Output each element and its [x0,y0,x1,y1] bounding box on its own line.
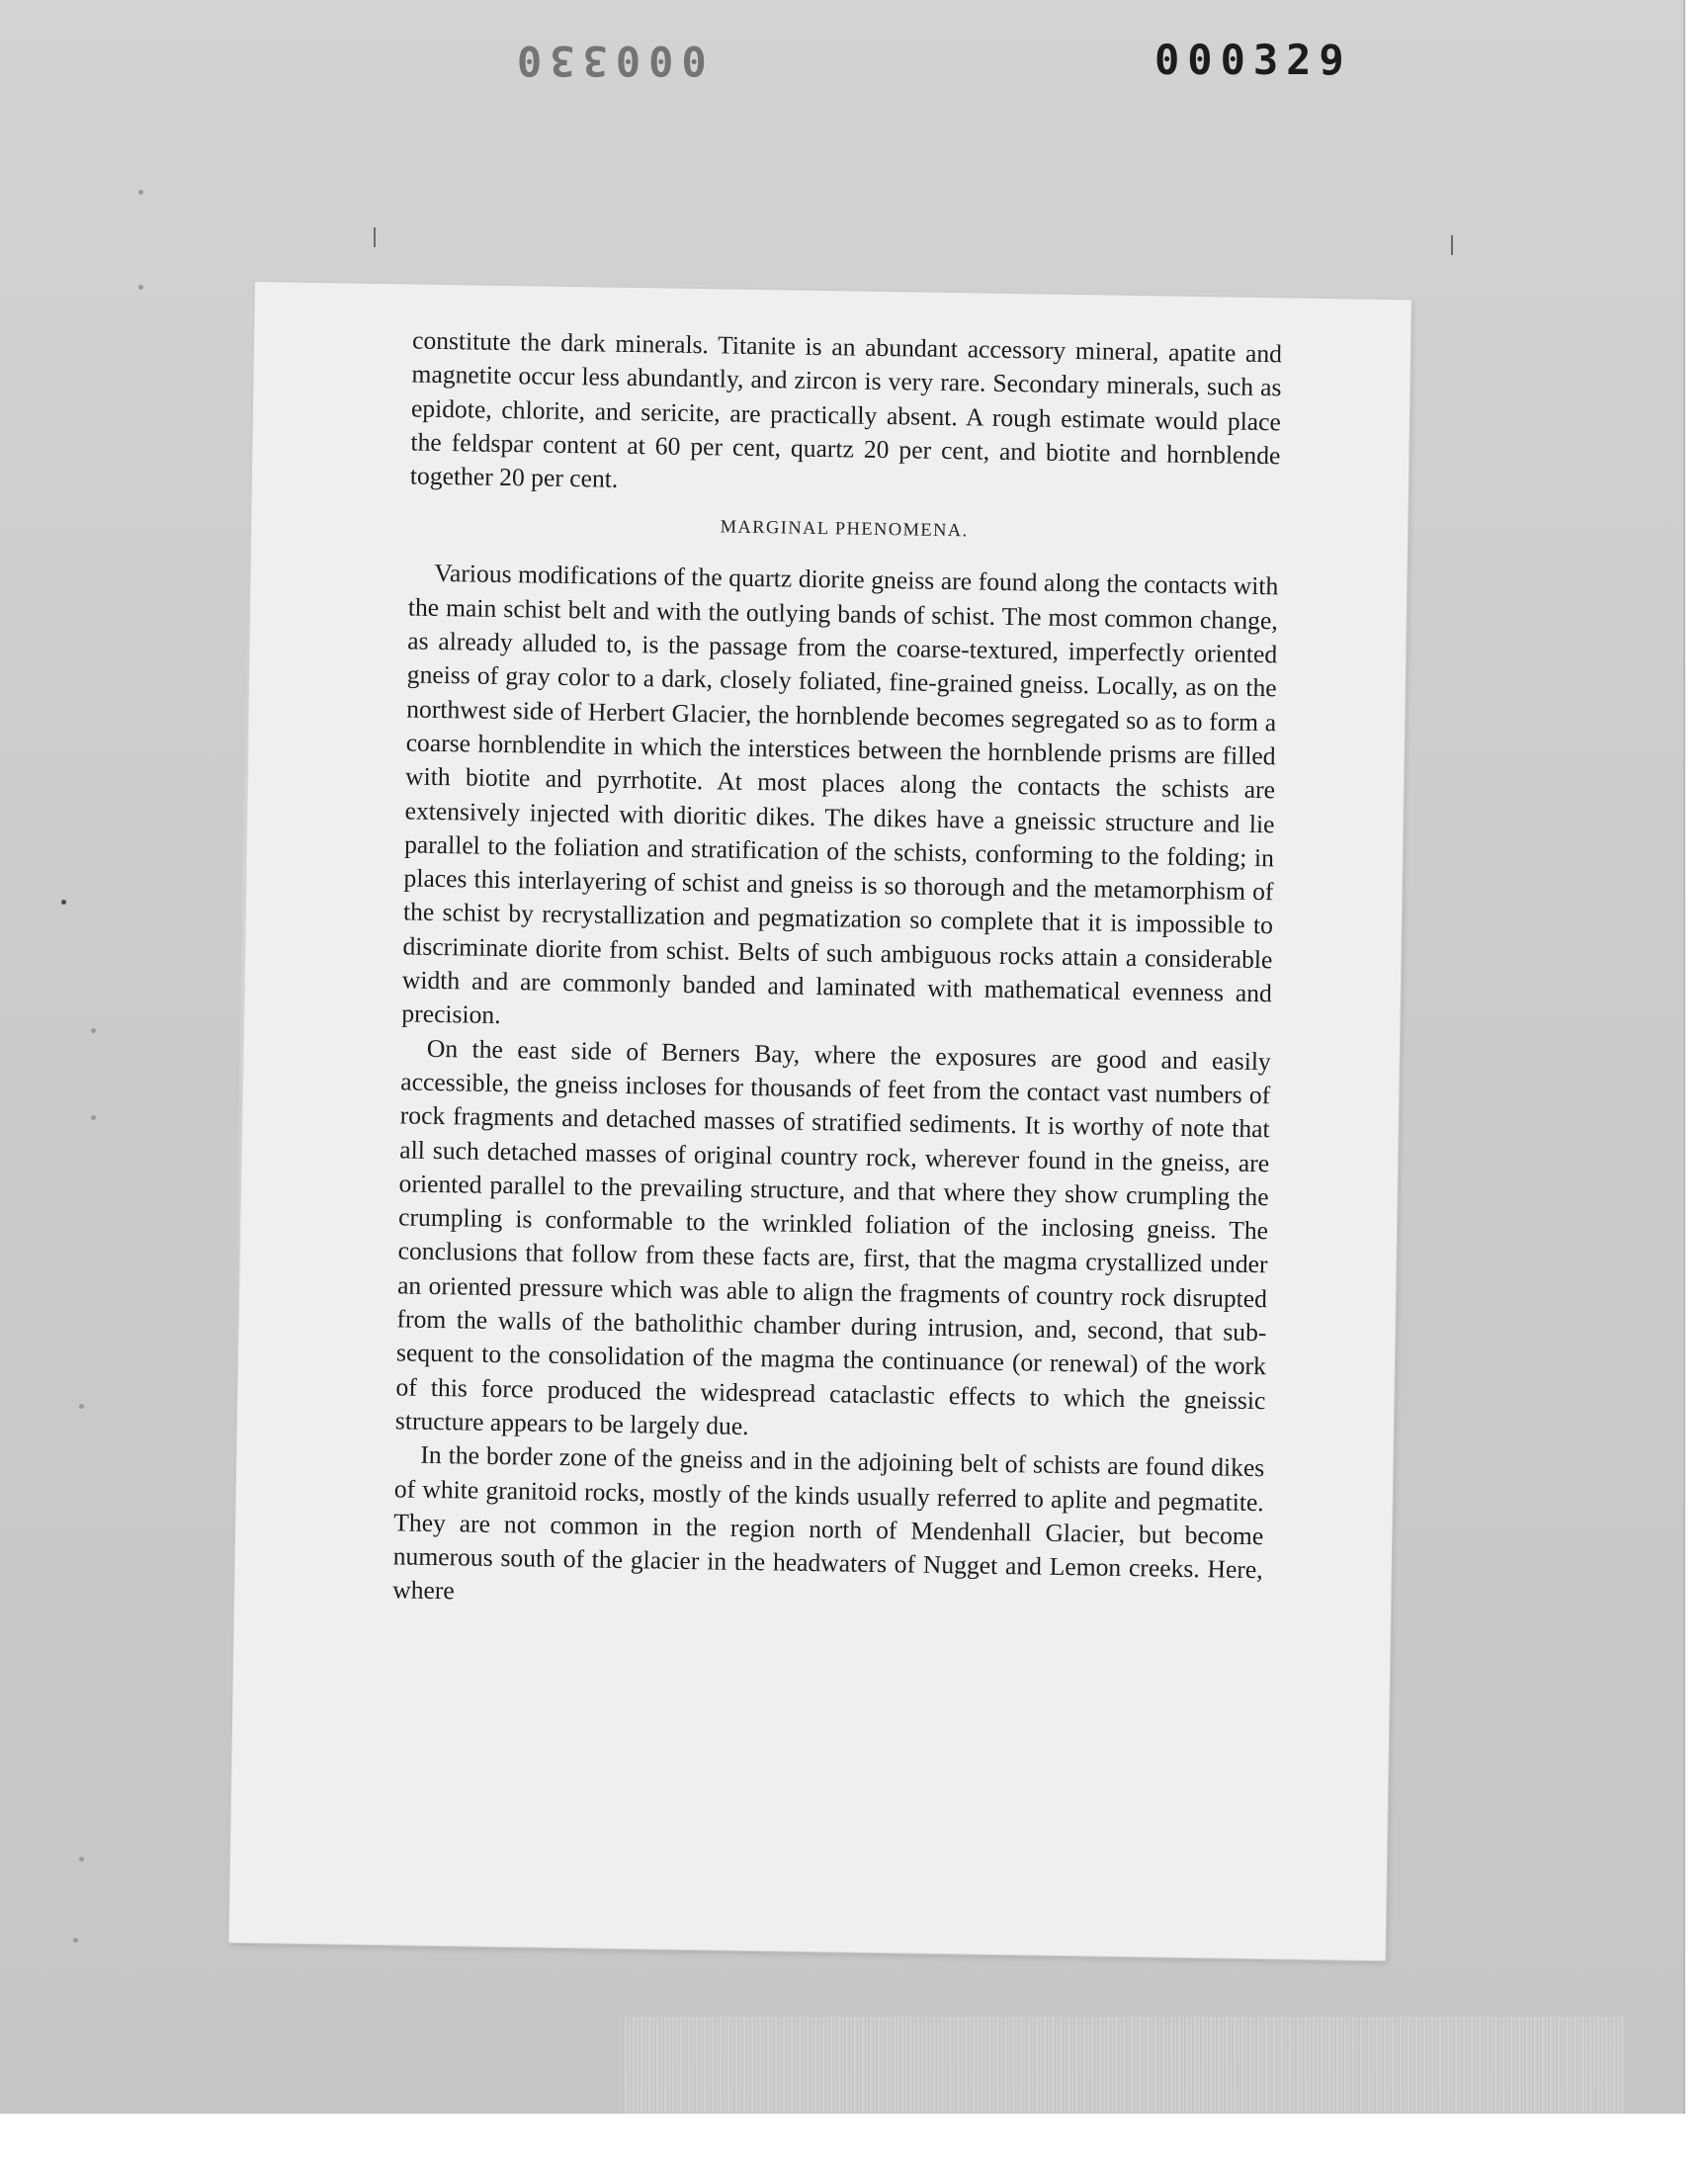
scan-speck [79,1857,84,1862]
paragraph: In the border zone of the gneiss and in the adjoining belt of schists are found dikes of white granitoid rocks, mostly of the kinds usually referred to aplite and pegmatite. They are not common in the region north of Mendenhall Glacier, but become numerous south of the glacier in the headwaters of Nugget and Lemon creeks. Here, where [392,1439,1265,1606]
scan-speck [91,1028,96,1033]
scan-speck [79,1404,84,1409]
page-text [392,324,1282,1621]
scan-speck [138,190,143,195]
section-heading: MARGINAL PHENOMENA. [720,517,969,542]
scan-speck [73,1938,78,1943]
page-number-stamp: 000329 [1154,36,1352,84]
paragraph: On the east side of Berners Bay, where the exposures are good and easily accessible, the gneiss incloses for thousands of feet from the contact vast numbers of rock fragments and detached masses of stratified sediments. It is worthy of note that all such detached masses of original country rock, wherever found in the gneiss, are oriented parallel to the prevailing structure, and that where they show crumpling the crumpling is conformable to the wrinkled foliation of the inclosing gneiss. The conclusions that follow from these facts are, first, that the magma crystallized under an oriented pressure which was able to align the fragments of country rock disrupted from the walls of the batholithic chamber during intrusion, and, second, that subsequent to the consolidation of the magma the continuance (or renewal) of the work of this force produced the widespread cataclastic effects to which the gneissic structure appears to be largely due. [394,1033,1271,1440]
document-page [229,282,1411,1960]
scan-mark [1451,235,1453,255]
scan-mark [374,227,376,247]
scan-speck [91,1115,96,1120]
bleed-through-page-number: 000330 [509,37,707,85]
continued-paragraph: constitute the dark minerals. Titanite is an abundant accessory mineral, apatite and magnetite occur less abundantly, and zircon is very rare. Secondary minerals, such as epidote, chlorite, and sericite, are practically absent. A rough estimate would place the feldspar content at 60 per cent, quartz 20 per cent, and biotite and hornblende together 20 per cent. [409,325,1283,493]
paragraph: Various modifications of the quartz diorite gneiss are found along the contacts with the main schist belt and with the outlying bands of schist. The most common change, as already alluded to, is the passage from the coarse-textured, imperfectly oriented gneiss of gray color to a dark, closely foliated, fine-grained gneiss. Locally, as on the northwest side of Herbert Glacier, the hornblende becomes segregated so as to form a coarse hornblendite in which the interstices between the hornblende prisms are filled with biotite and pyrrhotite. At most places along the contacts the schists are extensively injected with dioritic dikes. The dikes have a gneissic structure and lie parallel to the foliation and stratification of the schists, conforming to the folding; in places this interlayering of schist and gneiss is so thorough and the metamorphism of the schist by recrystallization and pegmatization so complete that it is impossible to discriminate diorite from schist. Belts of such ambiguous rocks attain a considerable width and are commonly banded and laminated with mathematical evenness and precision. [401,559,1279,1030]
scan-speck [61,900,66,905]
scan-speck [138,285,143,290]
